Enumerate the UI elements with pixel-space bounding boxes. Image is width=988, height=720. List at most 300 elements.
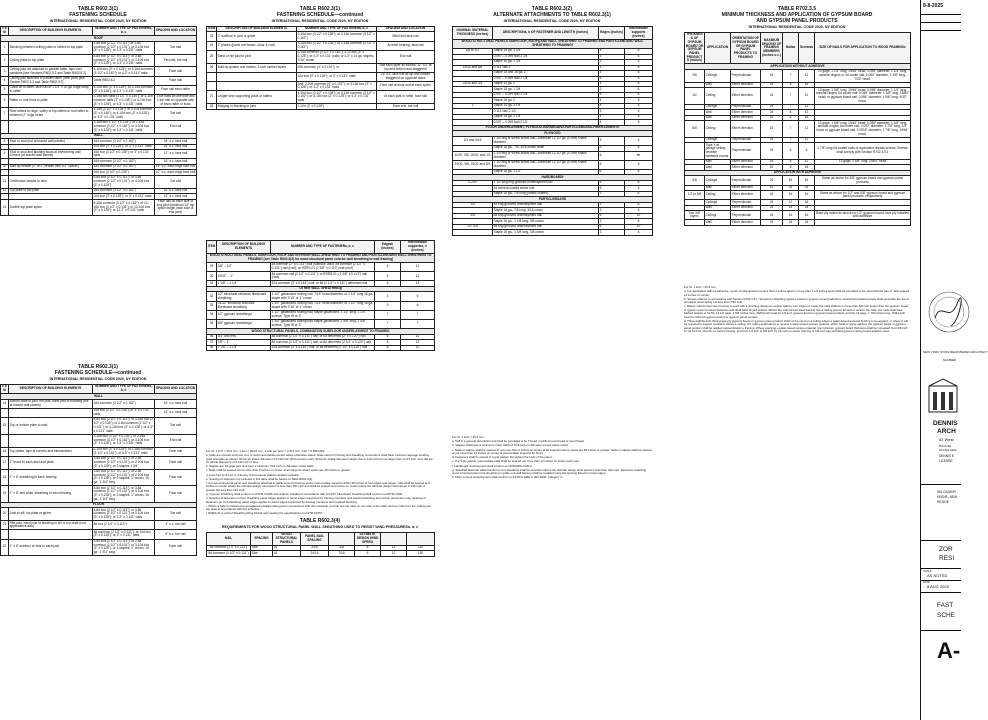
architect-seal bbox=[927, 290, 961, 350]
table-cell: 8 bbox=[625, 76, 653, 81]
column-header: SPACING AND LOCATION bbox=[155, 27, 197, 36]
table-cell: 30 bbox=[207, 272, 217, 281]
table-cell: 3-16d box (3 1/2" x 0.135"); or 2-16d common (3 1/2" x 0.162") bbox=[297, 41, 375, 49]
table-row bbox=[1, 120, 197, 133]
table-cell: 3 bbox=[599, 136, 625, 145]
table-cell: 2-10d (3" x 0.128") bbox=[297, 104, 377, 109]
table-header-row bbox=[207, 241, 435, 254]
table-cell: 29 bbox=[207, 263, 217, 272]
table-cell bbox=[1, 434, 9, 447]
table-row bbox=[1, 408, 197, 417]
table-cell: Wall bbox=[705, 165, 731, 170]
table-cell: 19/32, 5/8, 23/32 and 3/4 bbox=[453, 160, 493, 169]
column-header: NUMBER AND TYPE OF FASTENERa, b, c bbox=[93, 27, 155, 36]
table-cell: 5/8" gypsum sheathingd bbox=[217, 319, 271, 328]
table-cell: 12 bbox=[799, 88, 815, 105]
section-label: WOOD STRUCTURAL PANELS, COMBINATION SUBFLOOR UNDERLAYMENT TO FRAMING bbox=[207, 329, 435, 334]
table-cell: 10 bbox=[625, 213, 653, 218]
table-cell: Size bbox=[251, 551, 273, 556]
table-cell: 6 bbox=[625, 230, 653, 235]
table-row bbox=[1, 175, 197, 188]
table-cell: 10d box (3" x 0.128"); or 3" x 0.131" nails bbox=[93, 194, 155, 199]
table-cell: 8 bbox=[625, 160, 653, 169]
table-cell: 16 bbox=[783, 191, 799, 200]
table-row bbox=[685, 88, 911, 105]
table-cell: Type X at garage ceiling beneath habitable rooms bbox=[705, 143, 731, 160]
table-cell: 8e bbox=[625, 151, 653, 160]
table-cell: Blocking between ceiling joists or rafters to top plate bbox=[9, 41, 93, 54]
table-row bbox=[1, 469, 197, 486]
title-block bbox=[920, 0, 988, 720]
table-cell: 3 bbox=[599, 230, 625, 235]
table-cell: 37 bbox=[207, 340, 217, 345]
table-cell: 8 bbox=[625, 169, 653, 174]
footnote: h. Spacing of fasteners on floor sheathing panel edges applies to panel edges supported by framing members and required blocking and at floor perimeters only. Spacing of fasteners on roof sheathing panel edges applies to panel edges supported by framing members and required blocking. bbox=[206, 496, 426, 504]
table-cell: 24 bbox=[761, 159, 783, 164]
table-cell: 16 bbox=[761, 115, 783, 120]
table-cell: 4 bbox=[599, 114, 625, 119]
table-cell: 6 bbox=[599, 151, 625, 160]
table-cell: 12 bbox=[401, 340, 435, 345]
section-row bbox=[207, 253, 435, 262]
table-cell: End nail bbox=[377, 50, 435, 63]
table-row bbox=[207, 63, 435, 72]
table-cell: 3 bbox=[599, 109, 625, 114]
fastening-schedule-continued-table bbox=[0, 384, 197, 556]
table-cell: Wall bbox=[705, 110, 731, 115]
table-cell: 110 bbox=[407, 545, 435, 550]
table-cell: 12 bbox=[401, 272, 435, 281]
table-cell: 13 gage, 1 5/8" long, 19/64" head bbox=[815, 159, 911, 164]
footnote: For SI: 1 inch = 25.4 mm, 1 foot = 304.8 mm, 1 mile per hour = 0.447 m/s; 1 ksi = 6.895 MPa. bbox=[206, 449, 326, 453]
table-cell: 1 1/2" galvanized roofing nail, 7/16" head diameter, or 1 1/4" long 16 ga. staple with 7/16" or 1" crown bbox=[271, 291, 373, 300]
table-cell: Staple 15 ga. 2 1/4 bbox=[493, 114, 599, 119]
table-cell: Perpendicular bbox=[731, 104, 761, 109]
table-r602-3-1-continued-2-title: TABLE R602.3(1) FASTENING SCHEDULE—continued INTERNATIONAL RESIDENTIAL CODE 2020, NY EDITION bbox=[271, 6, 369, 23]
table-cell: 16 bbox=[783, 205, 799, 210]
table-r602-3-1-continued-title: TABLE R602.3(1) FASTENING SCHEDULE—continued INTERNATIONAL RESIDENTIAL CODE 2020, NY EDITION bbox=[49, 364, 147, 381]
table-cell: Rafter or roof truss to plate bbox=[9, 95, 93, 108]
table-cell: Nail each layer as follows: 32" o.c. at top and bottom and staggered bbox=[377, 63, 435, 72]
alternate-attachments-footnotes bbox=[452, 436, 652, 481]
table-cell: 6 bbox=[375, 334, 401, 339]
table-cell: 24 bbox=[761, 104, 783, 109]
table-cell: 24 bbox=[761, 205, 783, 210]
table-cell: 6 bbox=[599, 180, 625, 185]
table-cell: Base ply nailed as above for 1/2" gypsum board; face ply installed with adhesive bbox=[816, 210, 909, 219]
table-cell: 6 bbox=[355, 545, 381, 550]
table-cell: 8 bbox=[1, 139, 9, 144]
table-row bbox=[207, 310, 435, 319]
column-header: APPLICATION bbox=[705, 33, 731, 64]
table-cell: 1 1/2" galvanized roofing nail; staple galvanized, 1 1/2" long; 1 1/4" screws, Type W or S bbox=[271, 310, 375, 319]
table-cell: 6 bbox=[625, 202, 653, 207]
table-cell: 6" o.c. toe nail bbox=[155, 530, 197, 539]
table-cell: 16 bbox=[783, 176, 799, 185]
table-cell: 32 bbox=[207, 292, 217, 301]
table-cell: And: 2-20d common (4" x 0.192"); or 3-10d box (3" x 0.128"); or 3-3" x 0.131" nails bbox=[297, 82, 377, 91]
table-cell: 1 3/4" galvanized roofing nail; staple galvanized, 1 5/8" long; 1 5/8" screws, Type W or S bbox=[271, 319, 375, 328]
table-row bbox=[207, 50, 435, 63]
table-cell: 16" o.c. face nail bbox=[155, 144, 197, 149]
scale-label: SCALE bbox=[923, 570, 932, 573]
table-cell: 15 bbox=[1, 418, 9, 435]
table-cell: 8 bbox=[783, 110, 799, 115]
table-cell: 1 1/2 ring or screw shank nail—minimum 12 1/2 ga. (0.099) shank diameter bbox=[493, 160, 599, 169]
table-row bbox=[1, 41, 197, 54]
table-cell: 24 bbox=[783, 220, 799, 225]
table-cell bbox=[9, 530, 93, 539]
footnote: f. Hardboard underlayment shall conform to CPA/ANSI A135.4. bbox=[452, 463, 533, 468]
table-row bbox=[207, 319, 435, 328]
footnote: d. Three-eighths-inch-thick single-ply gypsum board or gypsum panel product shall not be used on a ceiling where a water-based textured finish is to be applied, or where it will be required to support insulation above a ceiling. On ceiling applications to receive a water-based texture material, either hand or spray applied, the gypsum board or gypsum panel product shall be applied perpendicular to framing. Where applying a water-based texture material, the minimum gypsum board thickness shall be increased from 3/8 inch to 1/2 inch for 16-inch on center framing, and from 1/2 inch to 5/8 inch for 24-inch on center framing or 1/2-inch sag-resistant gypsum ceiling board shall be used. bbox=[684, 318, 908, 334]
table-cell: Ledger strip supporting joists or rafters bbox=[217, 91, 297, 104]
table-cell: End nail bbox=[155, 434, 197, 447]
table-cell: 2 bbox=[1, 54, 9, 67]
footnote: b. Staples shall have a minimum crown width of 7/16-inch on diameter except where noted. bbox=[452, 443, 569, 448]
column-header: SIZE OF NAILS FOR APPLICATION TO WOOD FRAMINGc bbox=[815, 33, 911, 64]
table-cell: 19 bbox=[1, 486, 9, 503]
table-cell: 34 bbox=[207, 310, 217, 319]
table-cell: Either direction bbox=[731, 88, 761, 105]
table-cell: Top or bottom plate to stud bbox=[9, 418, 93, 435]
table-cell: 16d common (3 1/2" x 0.162") bbox=[93, 188, 155, 193]
table-cell: 1" brace to each stud and plate bbox=[9, 456, 93, 469]
table-cell: 6 bbox=[599, 169, 625, 174]
table-cell: 16 bbox=[799, 176, 815, 185]
table-cell: 6 bbox=[375, 263, 401, 272]
table-cell: 5 bbox=[1, 85, 9, 94]
table-cell: 8 bbox=[625, 71, 653, 76]
table-cell: Wall bbox=[705, 185, 731, 190]
table-cell: 16d box (3 1/2" x 0.135") bbox=[93, 170, 155, 175]
table-cell: 6 bbox=[625, 136, 653, 145]
section-label: WOOD STRUCTURAL PANELS, SUBFLOOR, ROOF AND INTERIOR WALL SHEATHING TO FRAMING AND PARTICLEBOARD WALL SHEATHING TO FRAMING [see Table R602.3(3) for wood structural panel exterior wall sheathing to wall framing] bbox=[207, 253, 435, 262]
table-cell: 7 bbox=[783, 88, 799, 105]
footnote: g. Gypsum sheathing shall conform to ASTM C1396 and shall be installed in accordance with GA 253. Fiberboard sheathing shall conform to ASTM C208. bbox=[206, 492, 403, 497]
footnote: b. Screws shall be in accordance with Section R702.3.5.1. Screws for attaching gypsum board or gypsum panel products to structural insulated panels shall penetrate the wood structural panel facing not less than 7/16 inch. bbox=[684, 296, 909, 305]
scale-value: AS NOTED bbox=[927, 573, 948, 578]
table-cell: Bottom plate to joist, rim joist, band joist or blocking (not at braced wall panels) bbox=[9, 399, 93, 408]
table-cell: Staple 16 ga. 2 bbox=[493, 98, 599, 103]
table-cell: 25 bbox=[207, 50, 217, 63]
table-cell: 3 bbox=[1, 67, 9, 76]
table-cell: 4 bbox=[599, 81, 625, 86]
table-cell: Perpendicular bbox=[731, 200, 761, 205]
table-cell: 3-8d box (2 1/2" x 0.113"); or 2-8d common (2 1/2" x 0.131"); or 2-10d box (3" x 0.128"); or 2 staples 1 3/4" bbox=[93, 456, 155, 469]
table-cell: 12" o.c. each edge face nail bbox=[155, 169, 196, 174]
table-row bbox=[1, 521, 197, 530]
table-cell: 7 bbox=[1, 107, 9, 120]
table-cell: Wall bbox=[705, 115, 731, 120]
section-label: WALL bbox=[1, 133, 197, 138]
table-cell: Either direction bbox=[731, 115, 761, 120]
table-cell: 11/32, 3/8, 15/32, and 1/2 bbox=[453, 151, 493, 160]
table-cell: 6 bbox=[375, 345, 401, 350]
table-cell: 16d common (3 1/2" x 0.162") bbox=[93, 159, 155, 164]
table-cell bbox=[9, 408, 93, 417]
sheathing-fastening-table bbox=[206, 240, 435, 351]
table-cell: Up to 1/2 bbox=[453, 49, 493, 54]
table-cell: 6 bbox=[355, 551, 381, 556]
table-cell: Ceilingd bbox=[705, 176, 731, 185]
table-cell: 5/8 bbox=[685, 121, 705, 138]
table-cell: Blind and face nail bbox=[377, 32, 435, 41]
table-row bbox=[685, 176, 911, 185]
table-cell: At each joist or rafter, face nail bbox=[377, 91, 435, 104]
table-r602-3-4-title: TABLE R602.3(4) REQUIREMENTS FOR WOOD STRUCTURAL PANEL WALL SHEATHING USED TO RESIST WIND PRESSURESa, b, c bbox=[221, 518, 419, 529]
table-cell: 1 bbox=[453, 103, 493, 108]
column-header: Edgesh (inches) bbox=[375, 241, 401, 254]
table-cell: 14 bbox=[1, 399, 9, 408]
table-cell: 0.097 – 0.099 Nail 2 1/4 bbox=[493, 76, 599, 81]
table-cell: 8 bbox=[783, 115, 799, 120]
table-row bbox=[207, 32, 435, 41]
table-cell: 12 bbox=[799, 159, 815, 164]
table-cell: 12 bbox=[799, 104, 815, 109]
firm-name-2: ARCH bbox=[937, 428, 956, 435]
table-row bbox=[1, 530, 197, 539]
section-label: OTHER WALL SHEATHINGg bbox=[207, 286, 435, 291]
table-cell: Face nail bbox=[155, 76, 197, 85]
table-row bbox=[1, 508, 197, 521]
column-header: NUMBER AND TYPE OF FASTENERa, b, c bbox=[297, 27, 377, 32]
table-row bbox=[1, 76, 197, 85]
section-label: FLOOR UNDERLAYMENT; PLYWOOD-HARDBOARD-PARTICLEBOARD-FIBER-CEMENTh bbox=[453, 125, 653, 130]
table-cell: 4 bbox=[1, 76, 9, 85]
table-cell: Stud to stud and abutting studs at intersecting wall corners (at braced wall panels) bbox=[9, 150, 93, 159]
table-cell: 24 bbox=[207, 41, 217, 50]
table-cell: 4-8d box (2 1/2" x 0.113"); or 3-8d common (2 1/2" x 0.131"); or 3-10d box (3" x 0.128"); or 3-3" x 0.131" nails bbox=[93, 54, 155, 67]
table-cell: 23/32 and 3/4 bbox=[453, 81, 493, 86]
table-cell: Face nail each rafter bbox=[155, 85, 197, 94]
table-cell: 10 bbox=[1, 164, 9, 169]
table-cell: 3-16d common (3 1/2" x 0.162"); 4-10 box (3" x 0.128"); or 4-3" x 0.131" nails; or 4-3" x 14 ga. staples, 7/16" crown bbox=[297, 50, 377, 63]
table-cell: 8 bbox=[625, 49, 653, 54]
alternate-attachments-table bbox=[452, 26, 653, 236]
table-cell: 4d ring-grooved underlayment nail bbox=[493, 202, 599, 207]
table-row bbox=[207, 72, 435, 81]
table-cell: Table R802.5.2 bbox=[93, 76, 155, 85]
table-cell: 10d box (3" x 0.128"); or 3" x 0.131" nails bbox=[93, 144, 155, 149]
table-cell: 23 bbox=[207, 32, 217, 41]
table-cell: Ceilinge bbox=[705, 137, 731, 142]
table-cell: 16 bbox=[761, 211, 783, 220]
table-cell: 16 bbox=[799, 211, 815, 220]
table-row bbox=[207, 91, 435, 104]
table-cell: 12 bbox=[401, 334, 435, 339]
column-header: Edges (inches) bbox=[599, 27, 625, 40]
table-cell: Face nail bbox=[155, 469, 197, 486]
table-cell: 7 bbox=[783, 137, 799, 142]
table-cell: Ceiling bbox=[705, 191, 731, 200]
table-row bbox=[1, 434, 197, 447]
table-cell: 1/4 bbox=[453, 202, 493, 207]
table-cell: 4d cement-coated sinker nail bbox=[493, 186, 599, 191]
table-cell: 130 bbox=[407, 551, 435, 556]
sheet-number: A- bbox=[937, 638, 961, 663]
table-cell: 8d common nail (2 1/2" x 0.131"); or RSRS-01; (2 3/8" x 0.113") nail (roof) bbox=[271, 272, 375, 281]
table-cell: Staple 18 ga., 7/8 long (plastic coated) bbox=[493, 191, 599, 196]
table-cell: 16 bbox=[799, 191, 815, 200]
table-cell: 8d common (2 1/2" x 0.131") bbox=[208, 550, 249, 555]
table-cell: Toe nail bbox=[155, 508, 197, 521]
table-cell: Size bbox=[251, 545, 273, 550]
table-cell: 3-8d box (2 1/2" x 0.113"); or 3-8d common (2 1/2" x 0.131"); or 3-10d box (3" x 0.128"); or 3 staples, 1" crown, 16 ga., 1 3/4" long bbox=[93, 486, 155, 503]
date-label: DATE bbox=[923, 581, 930, 584]
table-cell: 7/8" – 1" bbox=[217, 340, 271, 345]
column-header: SPACING bbox=[251, 533, 273, 546]
table-cell: 36 bbox=[207, 334, 217, 339]
table-cell: 8 bbox=[783, 82, 799, 87]
table-cell: 1 1/8" – 1 1/4" bbox=[217, 281, 271, 286]
table-cell: Wall bbox=[705, 82, 731, 87]
table-cell: 16 bbox=[783, 211, 799, 220]
table-cell: 3/8 bbox=[329, 545, 355, 550]
table-cell: Wall bbox=[705, 220, 731, 225]
table-cell: 4-8d box (2 1/2" x 0.113"); or 3-16d box (3 1/2" x 0.135"); or 4-8d common (2 1/2" x 0.131"); or 4-10d box (3" x 0.128"); or 4-3" x 0.131" nails bbox=[93, 417, 154, 433]
table-cell: 16d common (3 1/2" x 0.162") bbox=[93, 139, 155, 144]
table-cell: Staple 18 ga., 7/8, 3/16 crown width bbox=[493, 146, 599, 151]
table-row bbox=[207, 345, 435, 350]
table-cell: 12 bbox=[401, 281, 435, 286]
table-cell: 6 bbox=[625, 54, 653, 59]
date-value: 8 AUG 2025 bbox=[927, 584, 949, 589]
table-cell: 1/2" gypsum sheathingd bbox=[217, 310, 271, 319]
table-cell: 0.097 – 0.099 Nail 2 1/2 bbox=[493, 120, 599, 125]
table-cell: 27 bbox=[207, 91, 217, 104]
table-cell: Staple 15 and 16 ga. 2 bbox=[493, 71, 599, 76]
table-cell: 16 bbox=[799, 115, 815, 120]
table-cell: 4 bbox=[599, 71, 625, 76]
section-label: PARTICLEBOARD bbox=[453, 197, 653, 202]
table-cell: Stud to stud (not at braced wall panels) bbox=[9, 139, 93, 144]
table-cell: 4 bbox=[599, 98, 625, 103]
table-cell: 24/16 bbox=[301, 551, 329, 556]
column-header: THICKNESS OF GYPSUM BOARD OR GYPSUM PANEL PRODUCTS (inches) bbox=[685, 32, 704, 63]
table-row bbox=[207, 104, 435, 109]
table-cell: Toe nail bbox=[155, 41, 197, 54]
table-row bbox=[1, 418, 197, 435]
table-cell: 16 bbox=[273, 551, 301, 556]
table-cell: 7 bbox=[783, 104, 799, 109]
table-cell: 2 toe nails on one side and 1 toe nail on opposite side of each rafter or truss bbox=[156, 94, 195, 106]
table-cell: 17 bbox=[1, 456, 9, 469]
table-cell: 0.097 – 0.099 Nail 2 1/4 bbox=[493, 54, 599, 59]
table-cell: Toe nail bbox=[155, 107, 197, 120]
table-cell: 1 1/4 ring or screw shank nail—minimum 12 1/2 ga. (0.099) shank diameter bbox=[493, 151, 599, 160]
section-row bbox=[453, 39, 653, 48]
footnote: j. RSRS-01 is a Roof Sheathing Ring Shank nail meeting the specifications in ASTM F1667. bbox=[206, 511, 324, 516]
table-cell bbox=[9, 434, 93, 447]
footnote: d. Four-foot by 8-foot or 4-foot by 9-foot panels shall be applied vertically. bbox=[206, 472, 300, 477]
table-cell: Face nail bbox=[155, 486, 197, 503]
table-cell: 12 bbox=[799, 121, 815, 138]
table-cell: Top plates, laps at corners and intersections bbox=[9, 447, 93, 456]
footnote: d. Fasteners shall be placed in a grid pattern throughout the body of the panel. bbox=[452, 455, 553, 460]
table-cell: 6 bbox=[599, 160, 625, 169]
footnote: a. For application without adhesive, a pair of nails spaced not less than 2 inches apart or more than 2 1/2 inches apart shall be permitted to be used with the pair of nails spaced 12 inches on center. bbox=[684, 289, 909, 297]
table-cell: 6 bbox=[625, 65, 653, 70]
table-row bbox=[207, 82, 435, 91]
footnote: b. Staples are 16 gage wire and have a minimum 7/16-inch on diameter crown width. bbox=[206, 464, 315, 469]
table-row bbox=[1, 539, 197, 556]
table-cell: 16 bbox=[761, 88, 783, 105]
firm-logo-icon bbox=[927, 378, 959, 414]
table-cell: 3 bbox=[599, 191, 625, 196]
section-label: ROOF bbox=[1, 36, 197, 41]
firm-detail-4: LICENSE bbox=[939, 459, 953, 463]
table-row bbox=[453, 230, 653, 235]
table-cell: 1" x 6" sheathing to each bearing bbox=[9, 469, 93, 486]
table-cell bbox=[815, 220, 911, 225]
table-cell: 28 bbox=[207, 104, 217, 109]
table-cell: 10 bbox=[625, 224, 653, 229]
column-header: DESCRIPTION OF BUILDING ELEMENTS bbox=[9, 27, 93, 36]
stamp-number: NUMBER bbox=[943, 358, 957, 362]
table-cell: Ceilingd bbox=[705, 69, 731, 82]
table-cell: 4 bbox=[599, 103, 625, 108]
footnote: e. Spacing of fasteners not included in this table shall be based on Table R602.3(2). bbox=[206, 476, 313, 481]
table-cell: Perpendicular bbox=[731, 69, 761, 82]
table-cell: 16 bbox=[761, 69, 783, 82]
table-cell: Ceiling joists to top plate bbox=[9, 54, 93, 67]
table-cell: 3/8 bbox=[453, 213, 493, 218]
table-row bbox=[207, 41, 435, 50]
project-name: ZOR bbox=[939, 546, 953, 553]
table-cell: 0.113 Nail 2 1/4 bbox=[493, 109, 599, 114]
table-cell: 7 bbox=[401, 319, 435, 328]
table-cell: 6 bbox=[401, 301, 435, 310]
table-cell: Wall bbox=[705, 159, 731, 164]
table-cell: 33 bbox=[207, 301, 217, 310]
table-cell: 16 bbox=[761, 176, 783, 185]
table-cell: 3 bbox=[599, 202, 625, 207]
table-cell: Face nail bbox=[155, 447, 197, 456]
column-header: DESCRIPTION OF BUILDING ELEMENTS bbox=[9, 385, 93, 394]
footnote: i. Where a rafter is fastened to an adjacent parallel ceiling joist in accordance with this schedule, provide two toe nails on one side of the rafter and toe nails from the ceiling joist top plate in accordance with this schedule. bbox=[206, 503, 431, 512]
gypsum-table-footnotes bbox=[684, 286, 910, 334]
table-row bbox=[685, 143, 911, 160]
table-row bbox=[207, 292, 435, 301]
table-cell: Staple 16 ga. 1 3/4 bbox=[493, 60, 599, 65]
table-cell: 6 bbox=[625, 109, 653, 114]
table-cell: 6d ring-grooved underlayment nail bbox=[493, 213, 599, 218]
table-cell: 4-10d box (3" x 0.128"); or 3-10d common (3" x 0.148"); or 4-3" x 0.131" nails bbox=[93, 85, 153, 93]
table-cell: Bridging or blocking to joist bbox=[217, 104, 297, 109]
table-cell: 1 1/4 ring or screw shank nail—minimum 12 1/2 ga. (0.099) shank diameter bbox=[493, 136, 599, 145]
column-header: Nailsa bbox=[783, 33, 799, 64]
table-cell: 4-10d box (3" x 0.128"); or 3-16d common (3 1/2" x 0.162"); or 4-3" x 0.131" nails bbox=[93, 66, 153, 75]
table-cell: 11 bbox=[1, 175, 9, 188]
table-cell: 3/4" and less bbox=[217, 334, 271, 339]
table-row bbox=[1, 399, 197, 408]
table-cell: 22 bbox=[1, 539, 9, 556]
table-cell: 0.200 bbox=[453, 180, 493, 185]
table-header-row bbox=[685, 33, 911, 64]
table-cell: 8 bbox=[625, 92, 653, 97]
table-cell: 6 bbox=[625, 60, 653, 65]
table-cell: Band or rim joist to joist bbox=[217, 50, 297, 63]
table-cell: 3 bbox=[599, 54, 625, 59]
sheet-title: FAST bbox=[937, 602, 954, 609]
table-cell: 8 bbox=[625, 81, 653, 86]
firm-detail-2: 914-624-0206 bbox=[939, 448, 957, 452]
table-cell: Ceiling joist attached to parallel rafter (heel joint) [see Section R802.5.2 and Table R802.5.2] bbox=[9, 76, 93, 85]
table-cell: Ceiling bbox=[705, 88, 731, 105]
table-header-row bbox=[453, 27, 653, 40]
footnote: a. Nails are smooth-common, box or deformed shanks except where otherwise stated. Nails used for framing and sheathing connections shall have minimum average bending yield strengths as shown: 80 ksi for shank diameter of 0.192 inch (20d common nail), 90 ksi for shank diameters larger than 0.142 inch but not larger than 0.177 inch, and 100 ksi for shank diameters of 0.142 inch or less. bbox=[206, 453, 433, 465]
